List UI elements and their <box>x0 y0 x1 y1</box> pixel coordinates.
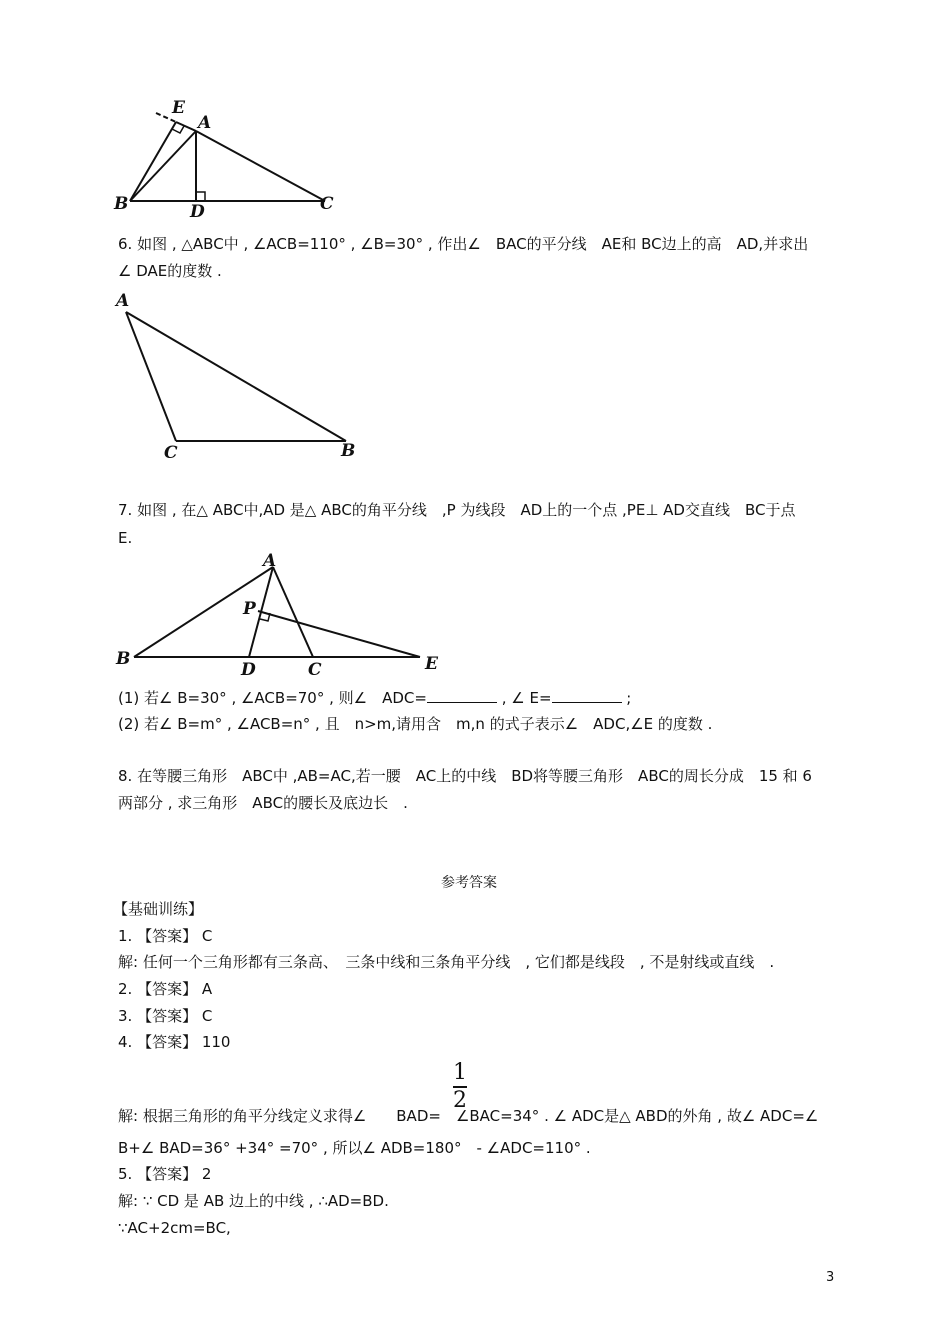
label-a: A <box>198 113 212 133</box>
answer-4: 4. 【答案】 110 <box>118 1033 231 1051</box>
figure-triangle-abc-bisector <box>110 547 450 677</box>
answer-4-explanation-1: 解: 根据三角形的角平分线定义求得∠ BAD= ∠BAC=34° . ∠ ADC是△ ABD的外角 , 故∠ ADC=∠ <box>118 1107 819 1125</box>
label-d: D <box>190 202 205 222</box>
label-a: A <box>116 291 130 311</box>
label-d: D <box>241 660 256 677</box>
label-e: E <box>425 654 438 674</box>
question-6-line-2: ∠ DAE的度数 . <box>118 262 222 280</box>
answer-1-explanation: 解: 任何一个三角形都有三条高、 三条中线和三条角平分线 , 它们都是线段 , 不是射线或直线 . <box>118 953 775 971</box>
answers-section: 【基础训练】 <box>113 900 204 918</box>
page-number: 3 <box>826 1270 835 1285</box>
label-b: B <box>341 441 356 461</box>
figure-triangle-abc-altitudes <box>110 95 350 225</box>
sub1-suffix: ; <box>621 689 632 707</box>
question-6-line-1: 6. 如图 , △ABC中 , ∠ACB=110° , ∠B=30° , 作出∠ BAC的平分线 AE和 BC边上的高 AD,并求出 <box>118 235 809 253</box>
answer-1: 1. 【答案】 C <box>118 927 213 945</box>
answer-blank-adc[interactable] <box>427 688 497 703</box>
label-p: P <box>243 599 256 619</box>
label-c: C <box>164 443 178 463</box>
answer-5-explanation-2: ∵AC+2cm=BC, <box>118 1219 231 1237</box>
answer-5: 5. 【答案】 2 <box>118 1165 212 1183</box>
label-c: C <box>320 194 334 214</box>
question-8-line-1: 8. 在等腰三角形 ABC中 ,AB=AC,若一腰 AC上的中线 BD将等腰三角形 ABC的周长分成 15 和 6 <box>118 767 812 785</box>
answer-4-explanation-2: B+∠ BAD=36° +34° =70° , 所以∠ ADB=180° - ∠ADC=110° . <box>118 1139 591 1157</box>
label-b: B <box>116 649 131 669</box>
sub1-mid: , ∠ E= <box>496 689 552 707</box>
label-b: B <box>114 194 129 214</box>
answers-title: 参考答案 <box>441 875 497 891</box>
fraction-numerator: 1 <box>453 1060 467 1085</box>
question-8-line-2: 两部分 , 求三角形 ABC的腰长及底边长 . <box>118 794 408 812</box>
answer-2: 2. 【答案】 A <box>118 980 213 998</box>
label-c: C <box>308 660 322 677</box>
answer-5-explanation-1: 解: ∵ CD 是 AB 边上的中线 , ∴AD=BD. <box>118 1192 389 1210</box>
sub1-prefix: (1) 若∠ B=30° , ∠ACB=70° , 则∠ ADC= <box>118 689 427 707</box>
question-7-line-2: E. <box>118 529 133 547</box>
label-e: E <box>172 98 185 118</box>
question-7-line-1: 7. 如图 , 在△ ABC中,AD 是△ ABC的角平分线 ,P 为线段 AD上的一个点 ,PE⊥ AD交直线 BC于点 <box>118 501 796 519</box>
label-a: A <box>263 551 277 571</box>
answer-3: 3. 【答案】 C <box>118 1007 213 1025</box>
figure-triangle-acb <box>110 288 370 468</box>
question-7-sub-2: (2) 若∠ B=m° , ∠ACB=n° , 且 n>m,请用含 m,n 的式子表示∠ ADC,∠E 的度数 . <box>118 715 713 733</box>
fraction-denominator: 2 <box>453 1088 467 1113</box>
question-7-sub-1 <box>118 688 631 708</box>
answer-blank-e[interactable] <box>552 688 622 703</box>
